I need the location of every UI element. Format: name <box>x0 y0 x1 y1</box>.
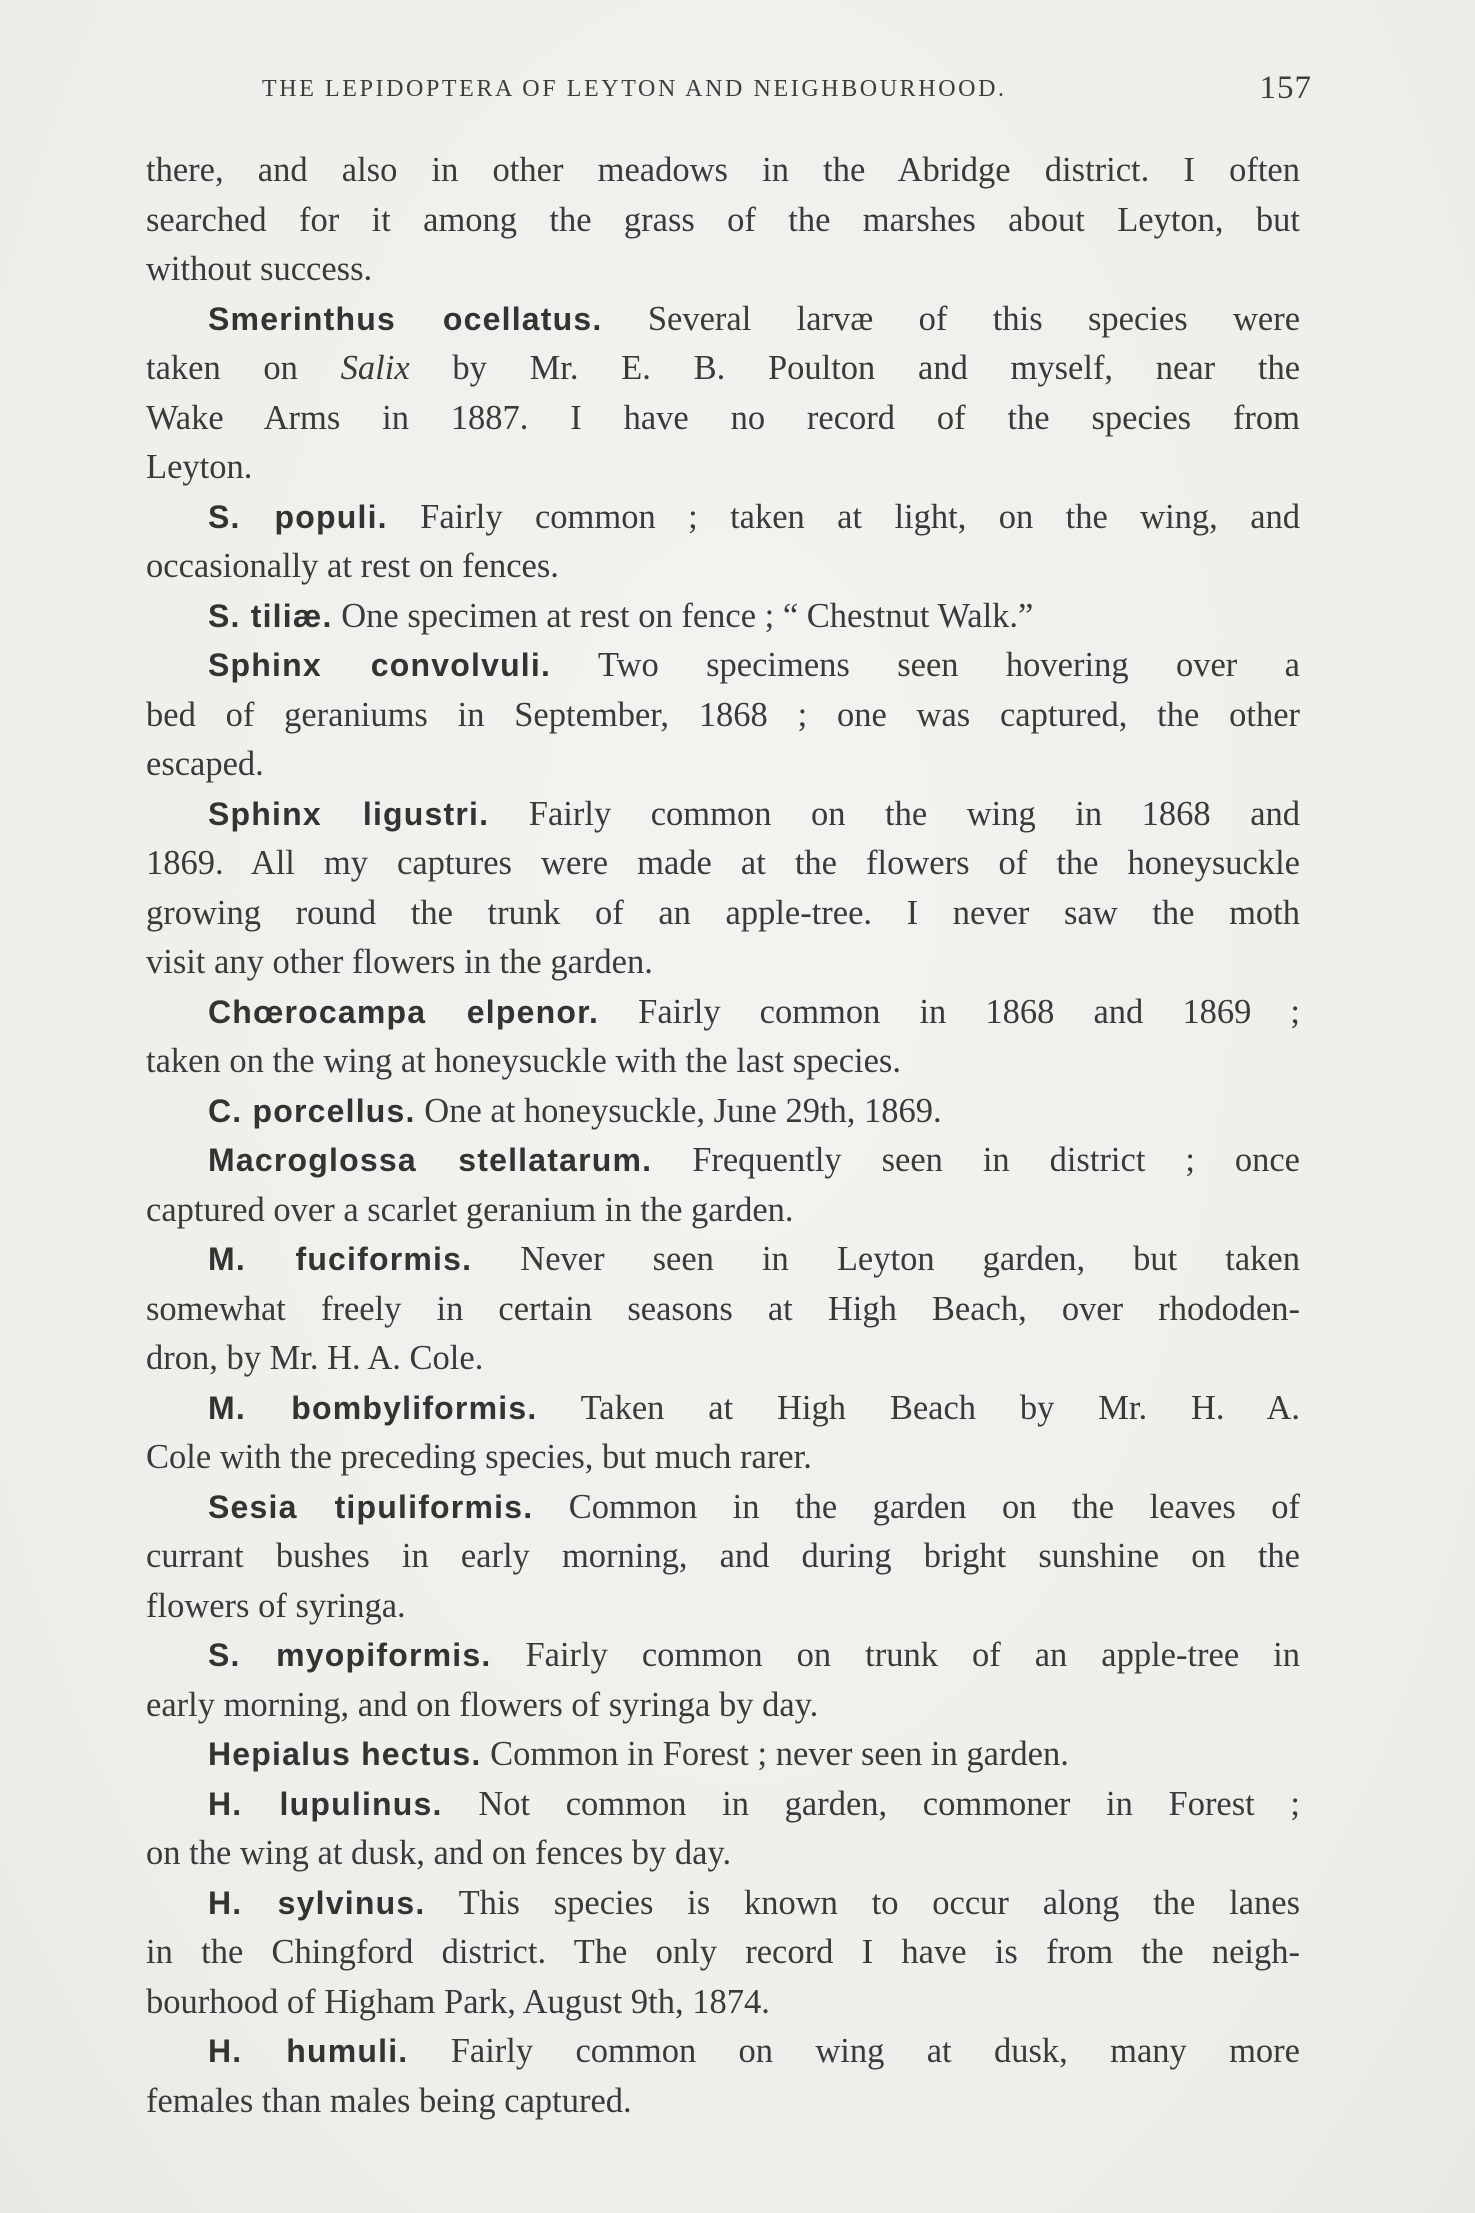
text-line: Macroglossa stellatarum. Frequently seen in district ; once <box>208 1141 1300 1179</box>
species-name: Smerinthus ocellatus. <box>208 300 603 337</box>
text-line: Smerinthus ocellatus. Several larvæ of this species were <box>208 299 1301 338</box>
species-entry <box>146 1780 1300 1879</box>
text-line: without success. <box>146 250 373 288</box>
text-line: H. lupulinus. Not common in garden, commoner in Forest ; <box>208 1784 1301 1823</box>
text-line: Sphinx ligustri. Fairly common on the wing in 1868 and <box>208 794 1301 833</box>
species-name: S. myopiformis. <box>208 1637 492 1673</box>
text-line: on the wing at dusk, and on fences by day. <box>146 1834 732 1872</box>
page-number: 157 <box>1259 70 1312 106</box>
text-line: Sphinx convolvuli. Two specimens seen hovering over a <box>208 646 1300 684</box>
text-line: Cole with the preceding species, but much rarer. <box>146 1438 812 1476</box>
text-line: Chœrocampa elpenor. Fairly common in 1868 and 1869 ; <box>208 992 1300 1031</box>
text-line: bourhood of Higham Park, August 9th, 1874. <box>146 1982 770 2021</box>
text-line: dron, by Mr. H. A. Cole. <box>146 1339 484 1377</box>
text-line: captured over a scarlet geranium in the garden. <box>146 1190 794 1229</box>
species-name: M. bombyliformis. <box>208 1389 538 1426</box>
text-line: early morning, and on flowers of syringa by day. <box>146 1685 819 1724</box>
text-line: S. myopiformis. Fairly common on trunk of an apple-tree in <box>208 1636 1301 1674</box>
text-line: C. porcellus. One at honeysuckle, June 29th, 1869. <box>208 1091 942 1130</box>
text-line: H. sylvinus. This species is known to occur along the lanes <box>208 1883 1300 1922</box>
text-line: 1869. All my captures were made at the flowers of the honeysuckle <box>146 844 1300 882</box>
text-line: females than males being captured. <box>146 2081 632 2120</box>
text-line: bed of geraniums in September, 1868 ; one was captured, the other <box>146 695 1300 734</box>
text-line: visit any other flowers in the garden. <box>146 943 653 981</box>
text-line: M. bombyliformis. Taken at High Beach by Mr. H. A. <box>208 1388 1300 1427</box>
text-line: flowers of syringa. <box>146 1586 406 1625</box>
continuation-paragraph <box>146 146 1300 295</box>
species-entry <box>146 1384 1300 1483</box>
species-name: Sphinx ligustri. <box>208 795 490 832</box>
species-entry <box>146 988 1300 1087</box>
text-line: M. fuciformis. Never seen in Leyton garden, but taken <box>208 1240 1300 1278</box>
text-line: Hepialus hectus. Common in Forest ; never seen in garden. <box>208 1735 1069 1773</box>
species-entry <box>146 1879 1300 2028</box>
text-line: H. humuli. Fairly common on wing at dusk, many more <box>208 2032 1300 2070</box>
species-entry <box>146 1087 1300 1137</box>
text-line: Wake Arms in 1887. I have no record of the species from <box>146 398 1300 437</box>
text-line: currant bushes in early morning, and during bright sunshine on the <box>146 1537 1300 1575</box>
species-entry <box>146 1483 1300 1632</box>
page-header <box>262 70 1312 114</box>
body-text <box>146 146 1300 2126</box>
text-line: escaped. <box>146 745 264 783</box>
text-line: taken on the wing at honeysuckle with the last species. <box>146 1042 901 1080</box>
species-entry <box>146 1730 1300 1780</box>
text-line: in the Chingford district. The only record I have is from the neigh- <box>146 1933 1300 1971</box>
species-entry <box>146 592 1300 642</box>
species-entry <box>146 1631 1300 1730</box>
text-line: S. populi. Fairly common ; taken at light, on the wing, and <box>208 497 1301 536</box>
text-line: searched for it among the grass of the marshes about Leyton, but <box>146 200 1300 239</box>
species-entry <box>146 790 1300 988</box>
species-name: H. humuli. <box>208 2033 409 2069</box>
text-line: taken on Salix by Mr. E. B. Poulton and myself, near the <box>146 349 1301 387</box>
species-name: M. fuciformis. <box>208 1241 473 1277</box>
species-name: H. lupulinus. <box>208 1785 443 1822</box>
species-entry <box>146 641 1300 790</box>
text-line: somewhat freely in certain seasons at High Beach, over rhododen- <box>146 1289 1300 1328</box>
species-entry <box>146 1235 1300 1384</box>
text-line: Leyton. <box>146 448 253 486</box>
species-name: C. porcellus. <box>208 1092 416 1129</box>
running-head: THE LEPIDOPTERA OF LEYTON AND NEIGHBOURHOOD. <box>262 76 1007 102</box>
species-entry <box>146 1136 1300 1235</box>
species-entry <box>146 295 1300 493</box>
species-name: S. tiliæ. <box>208 597 333 634</box>
genus-italic: Salix <box>340 349 410 387</box>
text-line: Sesia tipuliformis. Common in the garden on the leaves of <box>208 1487 1300 1526</box>
text-line: growing round the trunk of an apple-tree. I never saw the moth <box>146 893 1300 932</box>
species-name: Macroglossa stellatarum. <box>208 1142 653 1178</box>
text-line: there, and also in other meadows in the Abridge district. I often <box>146 151 1300 189</box>
species-name: Chœrocampa elpenor. <box>208 993 600 1030</box>
species-entry <box>146 2027 1300 2126</box>
species-name: Sesia tipuliformis. <box>208 1488 534 1525</box>
species-name: H. sylvinus. <box>208 1884 426 1921</box>
text-line: occasionally at rest on fences. <box>146 547 559 585</box>
species-name: S. populi. <box>208 498 388 535</box>
text-line: S. tiliæ. One specimen at rest on fence ; “ Chestnut Walk.” <box>208 596 1034 635</box>
species-name: Sphinx convolvuli. <box>208 647 552 683</box>
species-entry <box>146 493 1300 592</box>
species-name: Hepialus hectus. <box>208 1736 482 1772</box>
